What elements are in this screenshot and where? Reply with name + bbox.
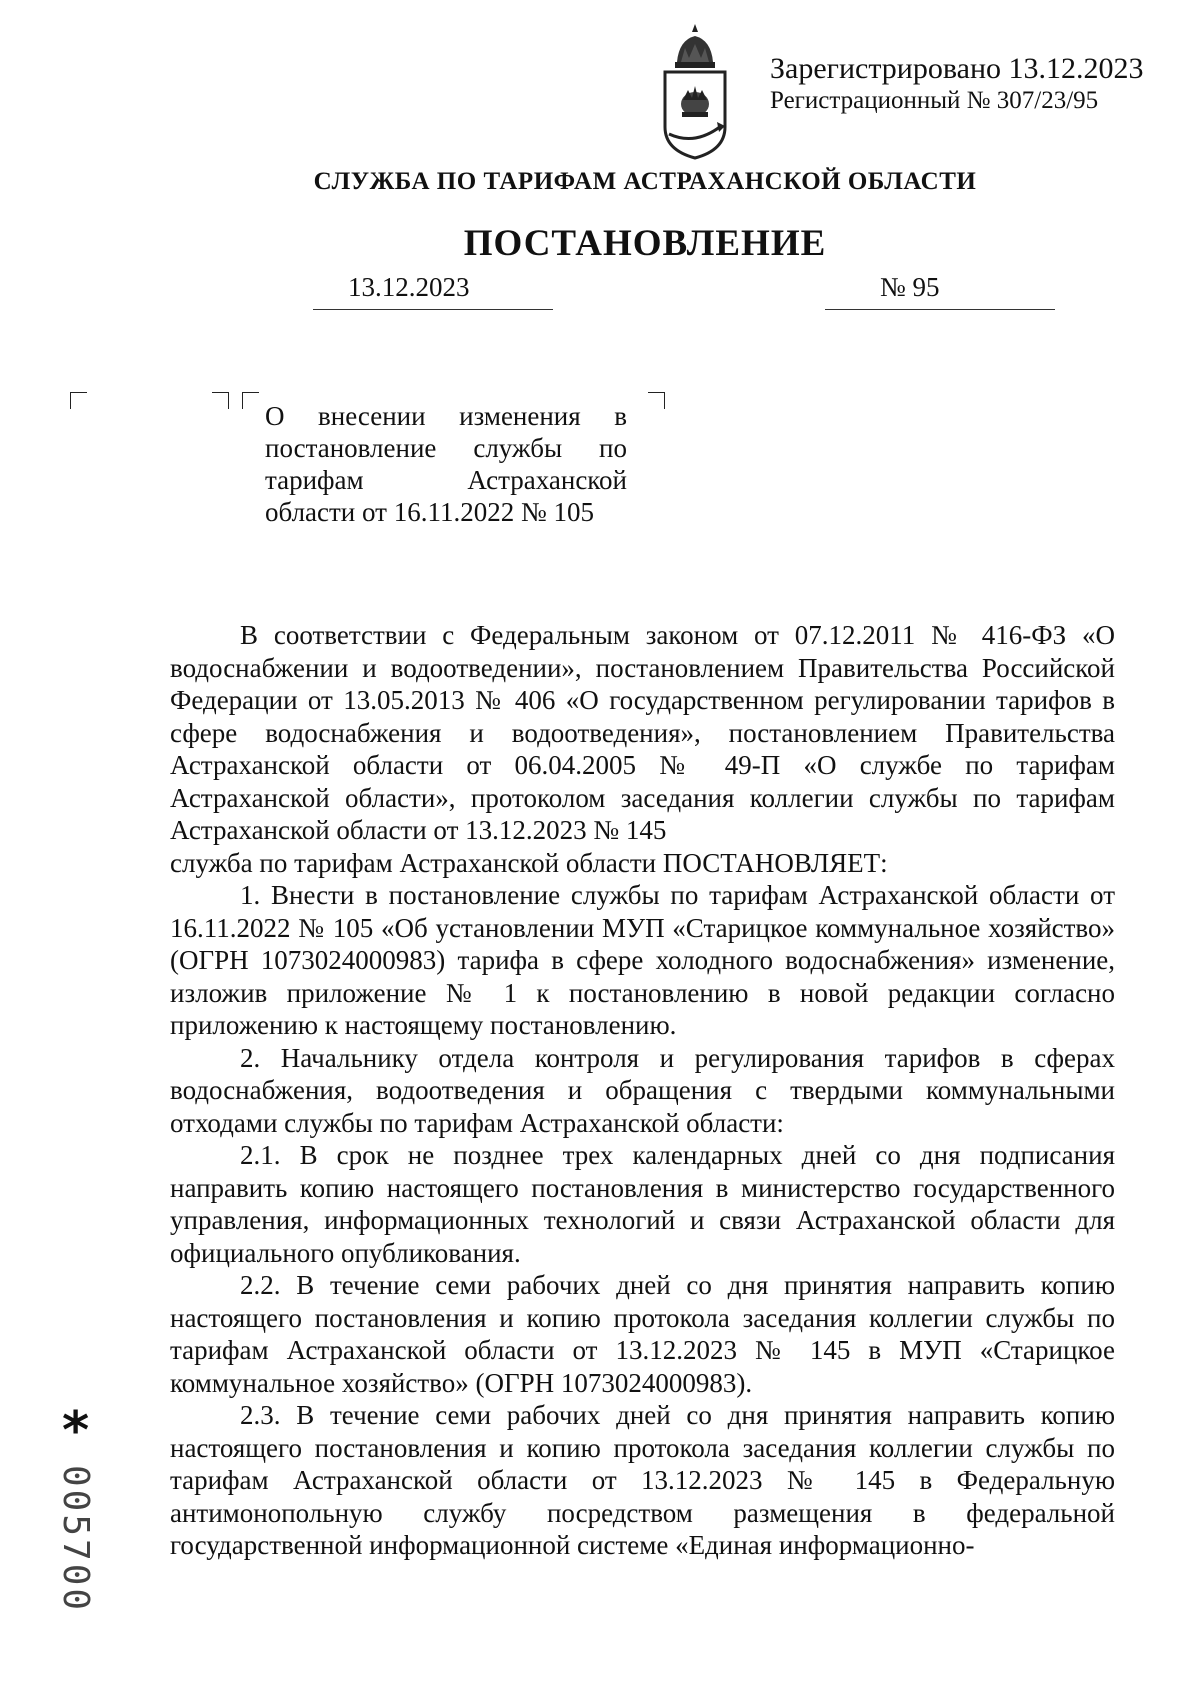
document-number-field — [825, 272, 1055, 310]
astrakhan-coat-of-arms-icon — [655, 22, 735, 162]
item-2-3-paragraph: 2.3. В течение семи рабочих дней со дня принятия направить копию настоящего постановления и копию протокола заседания коллегии службы по тарифам Астраханской области от 13.12.2023 № 145 в Федеральную антимонопольную службу посредством размещения в федеральной государственной информационной системе «Единая информационно- — [170, 1400, 1115, 1560]
document-number: № 95 — [880, 272, 940, 302]
organization-name: СЛУЖБА ПО ТАРИФАМ АСТРАХАНСКОЙ ОБЛАСТИ — [313, 168, 977, 195]
margin-serial-stamp — [55, 1465, 98, 1705]
document-subject — [265, 400, 627, 528]
subject-line: области от 16.11.2022 № 105 — [265, 497, 594, 527]
item-2-1-paragraph: 2.1. В срок не позднее трех календарных дней со дня подписания направить копию настоящего постановления в министерство государственного управления, информационных технологий и связи Астраханской области для официального опубликования. — [170, 1140, 1115, 1268]
document-type-title: ПОСТАНОВЛЕНИЕ — [463, 223, 827, 264]
subject-line: О внесении изменения в — [265, 401, 627, 431]
bracket-corner-icon — [212, 392, 229, 409]
document-date: 13.12.2023 — [348, 272, 470, 302]
item-2-paragraph: 2. Начальнику отдела контроля и регулирования тарифов в сферах водоснабжения, водоотведения и обращения с твердыми коммунальными отходами службы по тарифам Астраханской области: — [170, 1042, 1115, 1138]
item-1-paragraph: 1. Внести в постановление службы по тарифам Астраханской области от 16.11.2022 № 105 «Об установлении МУП «Старицкое коммунальное хозяйство» (ОГРН 1073024000983) тарифа в сфере холодного водоснабжения» изменение, изложив приложение № 1 к постановлению в новой редакции согласно приложению к настоящему постановлению. — [170, 880, 1115, 1040]
preamble-paragraph: В соответствии с Федеральным законом от 07.12.2011 № 416-ФЗ «О водоснабжении и водоотведении», постановлением Правительства Российской Федерации от 13.05.2013 № 406 «О государственном регулировании тарифов в сфере водоснабжения и водоотведения», постановлением Правительства Астраханской области от 06.04.2005 № 49-П «О службе по тарифам Астраханской области», протоколом заседания коллегии службы по тарифам Астраханской области от 13.12.2023 № 145 — [170, 620, 1115, 845]
bracket-corner-icon — [242, 392, 259, 409]
margin-asterisk: * — [62, 1401, 90, 1461]
document-body — [170, 619, 1115, 1562]
resolves-paragraph: служба по тарифам Астраханской области ПОСТАНОВЛЯЕТ: — [170, 847, 888, 878]
registration-date: Зарегистрировано 13.12.2023 — [770, 52, 1144, 85]
bracket-corner-icon — [648, 392, 665, 409]
bracket-corner-icon — [70, 392, 87, 409]
registration-stamp — [770, 52, 1144, 115]
item-2-2-paragraph: 2.2. В течение семи рабочих дней со дня принятия направить копию настоящего постановления и копию протокола заседания коллегии службы по тарифам Астраханской области от 13.12.2023 № 145 в МУП «Старицкое коммунальное хозяйство» (ОГРН 1073024000983). — [170, 1270, 1115, 1398]
subject-line: тарифам Астраханской — [265, 465, 627, 495]
subject-line: постановление службы по — [265, 433, 627, 463]
registration-number: Регистрационный № 307/23/95 — [770, 86, 1099, 114]
margin-serial-number: 005700 — [55, 1465, 96, 1614]
document-date-field — [313, 272, 553, 310]
